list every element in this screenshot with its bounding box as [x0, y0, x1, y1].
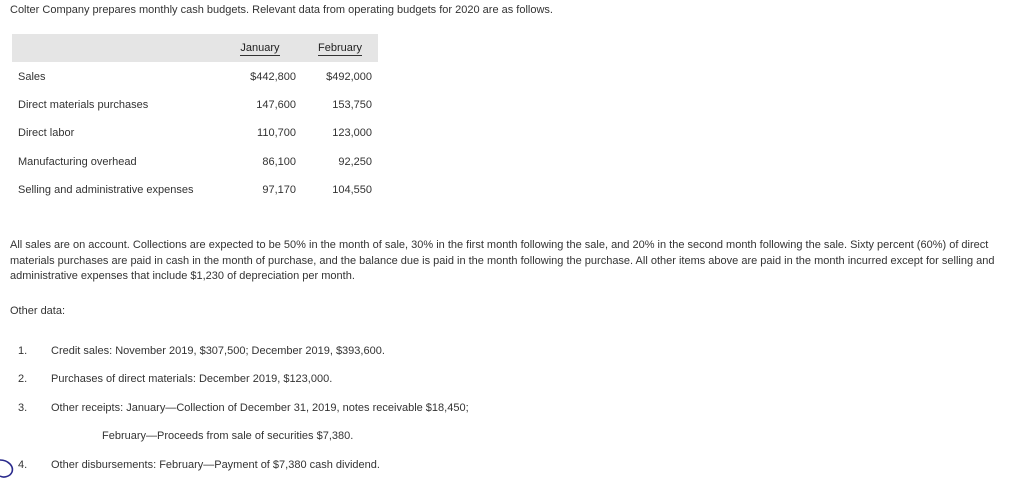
budget-table — [12, 34, 378, 204]
row-label: Selling and administrative expenses — [18, 184, 194, 197]
february-value: 104,550 — [332, 184, 372, 197]
january-value: 86,100 — [262, 155, 296, 168]
item-number: 1. — [18, 345, 28, 357]
table-row — [12, 91, 378, 119]
row-label: Direct labor — [18, 127, 75, 140]
january-value: $442,800 — [250, 70, 296, 83]
item-number: 3. — [18, 402, 28, 414]
list-item: Other receipts: January—Collection of December 31, 2019, notes receivable $18,450; — [51, 402, 469, 414]
header-february: February — [302, 34, 378, 62]
february-value: 123,000 — [332, 127, 372, 140]
list-item-continuation: February—Proceeds from sale of securities $7,380. — [102, 430, 354, 442]
february-value: 153,750 — [332, 98, 372, 111]
january-value: 147,600 — [256, 98, 296, 111]
table-row — [12, 119, 378, 147]
table-row — [12, 176, 378, 204]
list-item: Other disbursements: February—Payment of $7,380 cash dividend. — [51, 459, 380, 471]
row-label: Manufacturing overhead — [18, 155, 137, 168]
list-item: Purchases of direct materials: December 2019, $123,000. — [51, 373, 333, 385]
january-value: 110,700 — [257, 127, 296, 140]
other-data-label: Other data: — [10, 305, 66, 317]
row-label: Sales — [18, 70, 46, 83]
circle-marker-icon — [0, 456, 18, 480]
collection-policy-paragraph: All sales are on account. Collections are expected to be 50% in the month of sale, 30% in the first month following the sale, and 20% in the second month following the sale. Sixty percent (60%) of direct materials purchases are paid in cash in the month of purchase, and the balance due is paid in the month following the purchase. All other items above are paid in the month incurred except for selling and administrative expenses that include $1,230 of depreciation per month. — [10, 239, 995, 282]
row-label: Direct materials purchases — [18, 98, 149, 111]
february-value: $492,000 — [326, 70, 372, 83]
header-january: January — [218, 34, 302, 62]
item-number: 4. — [18, 459, 28, 471]
intro-text: Colter Company prepares monthly cash budgets. Relevant data from operating budgets for 2020 are as follows. — [10, 4, 553, 16]
header-blank — [12, 34, 218, 62]
table-row — [12, 148, 378, 176]
item-number: 2. — [18, 373, 28, 385]
table-row — [12, 62, 378, 90]
january-value: 97,170 — [262, 184, 296, 197]
list-item: Credit sales: November 2019, $307,500; December 2019, $393,600. — [51, 345, 385, 357]
table-header-row — [12, 34, 378, 62]
february-value: 92,250 — [338, 155, 372, 168]
